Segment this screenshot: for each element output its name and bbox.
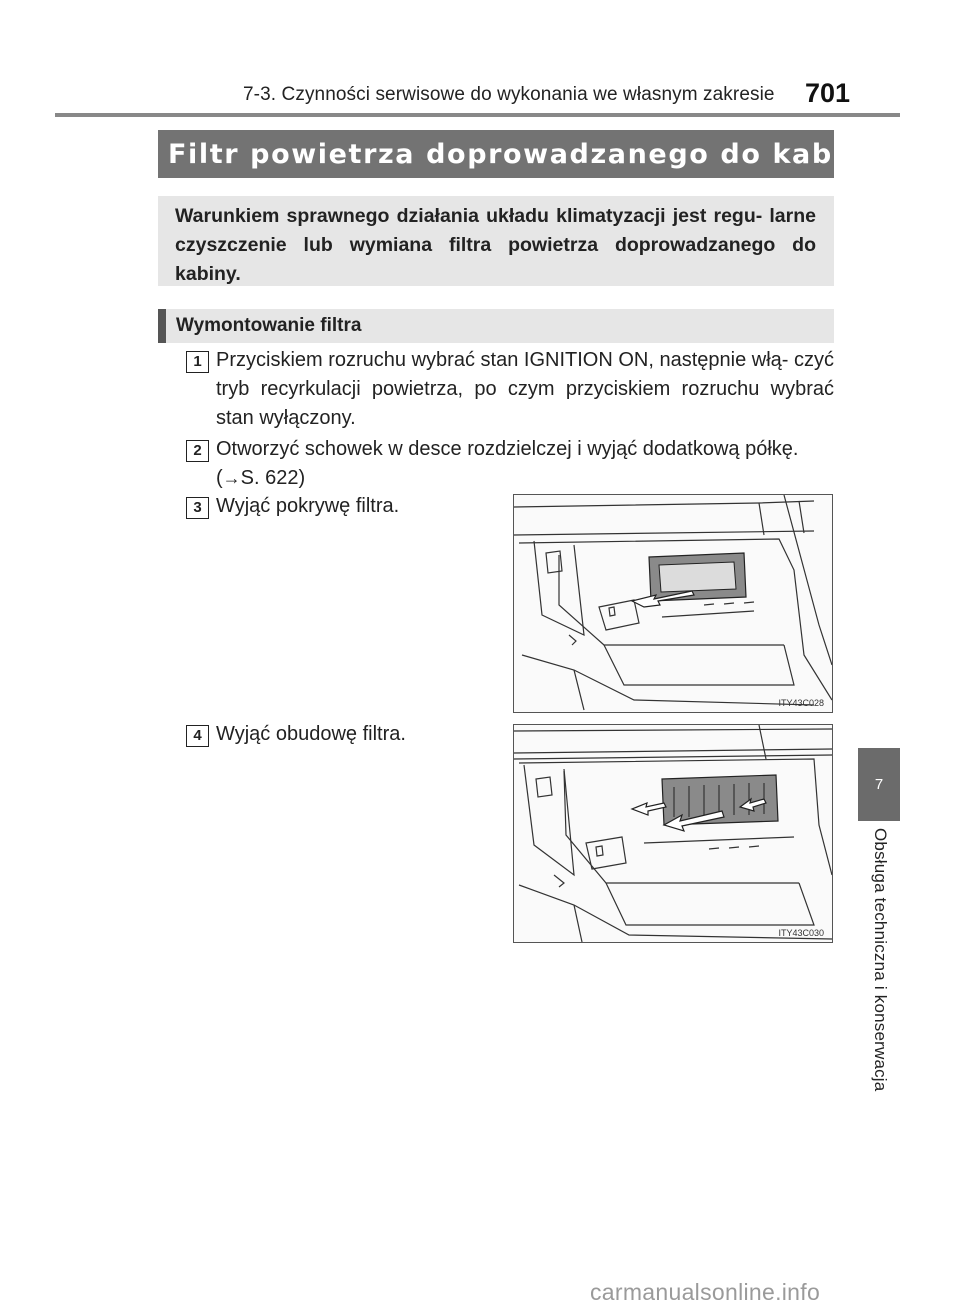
- step-1-text: Przyciskiem rozruchu wybrać stan IGNITION ON, następnie włą- czyć tryb recyrkulacji powietrza, po czym przyciskiem rozruchu wybrać stan wyłączony.: [216, 349, 834, 429]
- section-header: 7-3. Czynności serwisowe do wykonania we własnym zakresie: [243, 84, 775, 105]
- header-divider: [55, 113, 900, 117]
- figure-filter-cover: [513, 494, 833, 713]
- step-2-body: Otworzyć schowek w desce rozdzielczej i wyjąć dodatkową półkę.: [216, 438, 799, 460]
- subheading: Wymontowanie filtra: [176, 315, 362, 336]
- filter-housing-illustration: [514, 725, 832, 942]
- figure-code: ITY43C030: [778, 928, 824, 938]
- chapter-tab[interactable]: [858, 748, 900, 821]
- step-2-text: [216, 435, 834, 493]
- page-title: Filtr powietrza doprowadzanego do kabiny: [168, 138, 884, 170]
- intro-text: Warunkiem sprawnego działania układu klimatyzacji jest regu- larne czyszczenie lub wymiana filtra powietrza doprowadzanego do kabiny.: [175, 205, 816, 285]
- subheading-bar: [158, 309, 834, 343]
- chapter-title: Obsługa techniczna i konserwacja: [871, 828, 890, 1092]
- step-number-1: 1: [186, 351, 209, 373]
- page-reference[interactable]: (→S. 622): [216, 467, 306, 489]
- chapter-number: 7: [874, 776, 884, 793]
- step-number-3: 3: [186, 497, 209, 519]
- intro-box: [158, 196, 834, 286]
- step-number-2: 2: [186, 440, 209, 462]
- watermark: carmanualsonline.info: [590, 1279, 821, 1305]
- step-4-text: Wyjąć obudowę filtra.: [216, 723, 406, 745]
- page-number: 701: [805, 78, 851, 108]
- figure-filter-housing: [513, 724, 833, 943]
- right-arrow-icon: →: [222, 468, 241, 488]
- figure-code: ITY43C028: [778, 698, 824, 708]
- step-number-4: 4: [186, 725, 209, 747]
- page-reference-text: S. 622: [240, 467, 299, 489]
- step-3-text: Wyjąć pokrywę filtra.: [216, 495, 400, 517]
- glovebox-cover-illustration: [514, 495, 832, 712]
- title-bar: [158, 130, 884, 178]
